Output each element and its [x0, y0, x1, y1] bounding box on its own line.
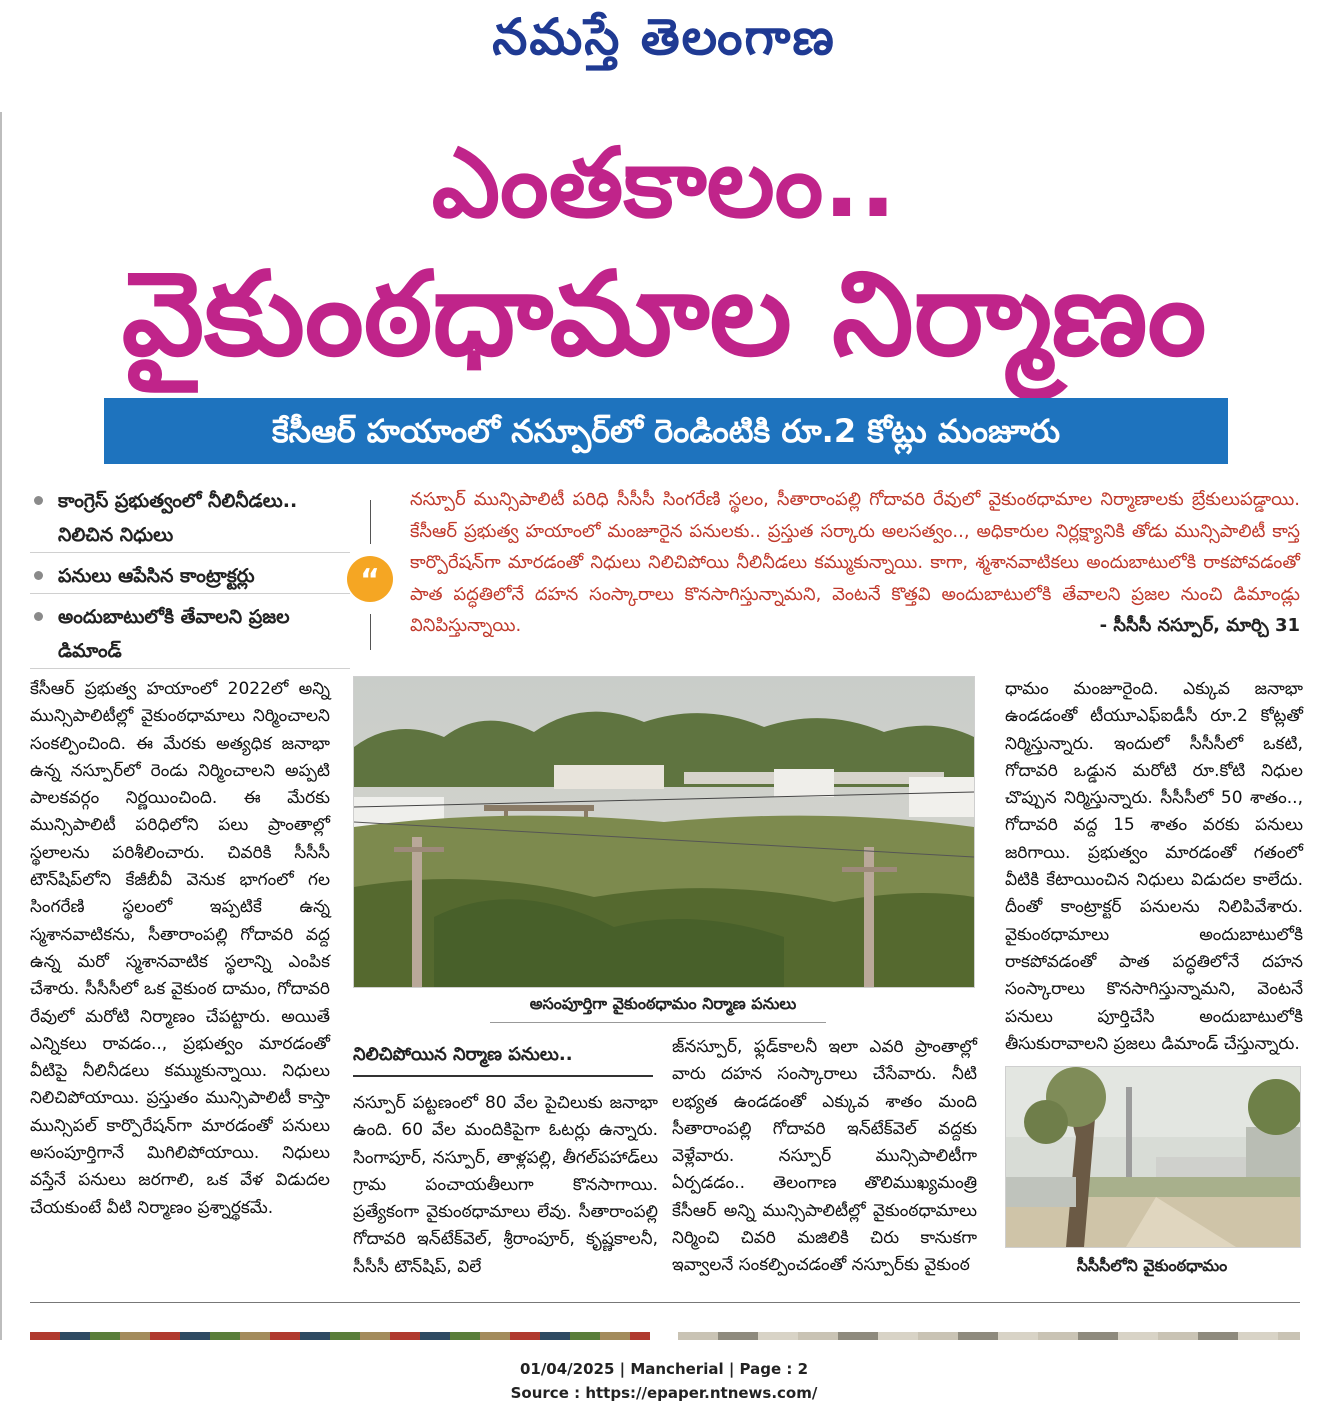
headline-line-1: ఎంతకాలం..: [431, 127, 897, 239]
construction-site-image: [354, 677, 974, 987]
quote-divider-bottom: [370, 614, 371, 650]
article-column-2: నస్పూర్ పట్టణంలో 80 వేల పైచిలుకు జనాభా ఉంది. 60 వేల మందికిపైగా ఓటర్లు ఉన్నారు. సింగాపూర్, నస్పూర్, తాళ్లపల్లి, తీగల్‌పహాడ్‌లు గ్రామ పంచాయతీలుగా కొనసాగాయి. ప్రత్యేకంగా వైకుంఠధామాలు లేవు. సీతారాంపల్లి గోదావరి ఇన్‌టేక్‌వెల్, శ్రీరాంపూర్, కృష్ణకాలనీ, సీసీసీ టౌన్‌షిప్, విలే: [353, 1093, 658, 1277]
bullet-item: కాంగ్రెస్ ప్రభుత్వంలో నీలినీడలు.. నిలిచిన నిధులు: [30, 484, 350, 553]
photo-caption-2: సీసీసీలోని వైకుంఠధామం: [1076, 1256, 1228, 1275]
summary-text: నస్పూర్ మున్సిపాలిటీ పరిధి సీసీసీ సింగరేణి స్థలం, సీతారాంపల్లి గోదావరి రేవులో వైకుంఠధామాల నిర్మాణాలకు బ్రేకులుపడ్డాయి. కేసీఆర్ ప్రభుత్వ హయాంలో మంజూరైన పనులకు.. ప్రస్తుత సర్కారు అలసత్వం.., అధికారుల నిర్లక్ష్యానికి తోడు మున్సిపాలిటీ కాస్త కార్పొరేషన్‌గా మారడంతో నిధులు నిలిచిపోయి నీలినీడలు కమ్ముకున్నాయి. కాగా, శ్మశానవాటికలు అందుబాటులోకి రాకపోవడంతో పాత పద్ధతిలోనే దహన సంస్కారాలు కొనసాగిస్తున్నామని, వెంటనే కొత్తవి అందుబాటులోకి తేవాలని ప్రజల నుంచి డిమాండ్లు వినిపిస్తున్నాయి.: [410, 489, 1300, 636]
article-column-4: ధామం మంజూరైంది. ఎక్కువ జనాభా ఉండడంతో టీయూఎఫ్ఐడీసీ రూ.2 కోట్లతో నిర్మిస్తున్నారు. ఇందులో సీసీసీలో ఒకటి, గోదావరి ఒడ్డున మరోటి రూ.కోటి నిధుల చొప్పున నిర్మిస్తున్నారు. సీసీసీలో 50 శాతం.., గోదావరి వద్ద 15 శాతం వరకు పనులు జరిగాయి. ప్రభుత్వం మారడంతో గతంలో వీటికి కేటాయించిన నిధులు విడుదల కాలేదు. దీంతో కాంట్రాక్టర్ పనులను నిలిపివేశారు. వైకుంఠధామాలు అందుబాటులోకి రాకపోవడంతో పాత పద్ధతిలోనే దహన సంస్కారాలు కొనసాగిస్తున్నామని, వెంటనే పనులు పూర్తిచేసి అందుబాటులోకి తీసుకురావాలని ప్రజలు డిమాండ్ చేస్తున్నారు.: [1005, 679, 1303, 1054]
article-summary: [410, 484, 1300, 642]
ccc-site-photo: [1005, 1066, 1301, 1248]
page-bottom-rule: [30, 1302, 1300, 1303]
bullet-list: [30, 484, 350, 675]
next-article-strip-right: [678, 1332, 1300, 1340]
quote-icon: “: [347, 556, 393, 602]
caption-underline: [490, 1022, 826, 1023]
section-heading: నిలిచిపోయిన నిర్మాణ పనులు..: [353, 1044, 653, 1077]
bullet-item: అందుబాటులోకి తేవాలని ప్రజల డిమాండ్: [30, 600, 350, 669]
headline-line-2: వైకుంఠధామాల నిర్మాణం: [121, 247, 1207, 382]
ccc-site-image: [1006, 1067, 1300, 1247]
photo-caption: అసంపూర్తిగా వైకుంఠధామం నిర్మాణ పనులు: [529, 994, 797, 1013]
footer-edition-info: 01/04/2025 | Mancherial | Page : 2: [519, 1360, 809, 1378]
quote-divider-top: [370, 500, 371, 544]
subheadline-banner: కేసీఆర్ హయాంలో నస్పూర్‌లో రెండింటికి రూ.2 కోట్లు మంజూరు: [104, 398, 1228, 464]
article-column-3: జ్‌నస్పూర్, ఫ్లడ్‌కాలనీ ఇలా ఎవరి ప్రాంతాల్లో వారు దహన సంస్కారాలు చేసేవారు. నీటి లభ్యత ఉండడంతో ఎక్కువ శాతం మంది సీతారాంపల్లి గోదావరి ఇన్‌టేక్‌వెల్ వద్దకు వెళ్లేవారు. నస్పూర్ మున్సిపాలిటీగా ఏర్పడడం.. తెలంగాణ తొలిముఖ్యమంత్రి కేసీఆర్ అన్ని మున్సిపాలిటీల్లో వైకుంఠధామాలు నిర్మించి చివరి మజిలికి చిరు కానుకగా ఇవ్వాలనే సంకల్పించడంతో నస్పూర్‌కు వైకుంఠ: [672, 1037, 977, 1276]
article-column-1: కేసీఆర్ ప్రభుత్వ హయాంలో 2022లో అన్ని మున్సిపాలిటీల్లో వైకుంఠధామాలు నిర్మించాలని సంకల్పించింది. ఈ మేరకు అత్యధిక జనాభా ఉన్న నస్పూర్‌లో రెండు నిర్మించాలని అప్పటి పాలకవర్గం నిర్ణయించింది. ఈ మేరకు మున్సిపాలిటీ పరిధిలోని పలు ప్రాంతాల్లో స్థలాలను పరిశీలించారు. చివరికి సీసీసీ టౌన్‌షిప్‌లోని కేజీబీవీ వెనుక భాగంలో గల సింగరేణి స్థలంలో ఇప్పటికే ఉన్న స్మశానవాటికను, సీతారాంపల్లి గోదావరి వద్ద ఉన్న మరో స్మశానవాటిక స్థలాన్ని ఎంపిక చేశారు. సీసీసీలో ఒక వైకుంఠ దామం, గోదావరి రేవులో మరోటి నిర్మాణం చేపట్టారు. అయితే ఎన్నికలు రావడం.., ప్రభుత్వం మారడంతో వీటిపై నీలినీడలు కమ్ముకున్నాయి. నిధులు నిలిచిపోయాయి. ప్రస్తుతం మున్సిపాలిటీ కాస్తా మున్సిపల్ కార్పొరేషన్‌గా మారడంతో పనులు అసంపూర్తిగానే మిగిలిపోయాయి. నిధులు వస్తేనే పనులు జరగాలి, ఒక వేళ విడుదల చేయకుంటే వీటి నిర్మాణం ప్రశ్నార్థకమే.: [30, 679, 330, 1218]
next-article-strip-left: [30, 1332, 650, 1340]
bullet-item: పనులు ఆపేసిన కాంట్రాక్టర్లు: [30, 559, 350, 594]
footer-source-link[interactable]: Source : https://epaper.ntnews.com/: [510, 1384, 818, 1402]
construction-site-photo: [353, 676, 975, 988]
masthead-logo: నమస్తే తెలంగాణ: [492, 8, 836, 66]
dateline: - సీసీసీ నస్పూర్, మార్చి 31: [1099, 615, 1300, 636]
